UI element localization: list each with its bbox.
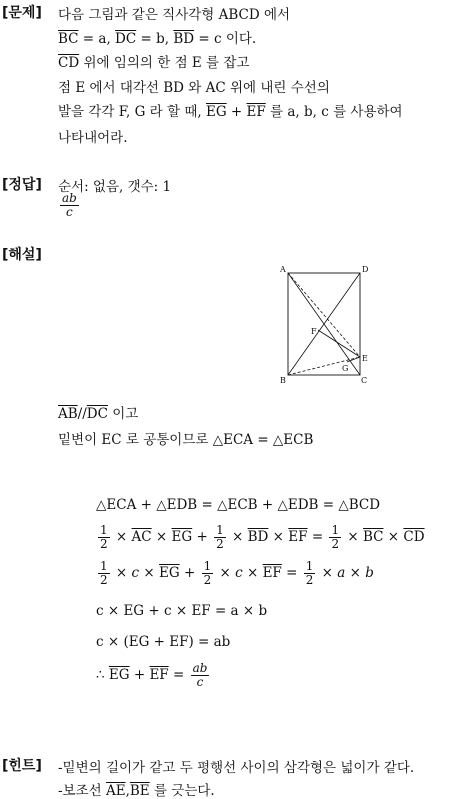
math-line-4: c × EG + c × EF = a × b — [96, 603, 268, 619]
hint-line-1: -밑변의 길이가 같고 두 평행선 사이의 삼각형은 넓이가 같다. — [58, 760, 415, 776]
ef-segment: $\overline{EF}$ — [246, 104, 266, 120]
bc-segment-2: $\overline{BC}$ — [362, 529, 384, 545]
problem-label: [문제] — [2, 5, 42, 21]
problem-line-5-pre: 발을 각각 F, G 라 할 때, — [58, 104, 206, 120]
problem-line-4: 점 E 에서 대각선 BD 와 AC 위에 내린 수선의 — [58, 80, 330, 96]
vertex-c: C — [361, 376, 368, 385]
half-den: 2 — [331, 537, 340, 551]
eg-segment-2: $\overline{EG}$ — [171, 529, 193, 545]
half-den: 2 — [100, 537, 108, 551]
explanation-line-1 — [58, 402, 138, 422]
cd-segment-2: $\overline{CD}$ — [403, 529, 425, 545]
dc-segment-2: $\overline{DC}$ — [86, 406, 108, 422]
eq-b: = b, — [136, 31, 174, 47]
plus-sign: + — [226, 104, 247, 120]
equals: = — [307, 529, 328, 545]
rectangle-figure — [278, 264, 374, 386]
hint-line-2-pre: -보조선 — [58, 783, 106, 799]
math-line-6 — [96, 662, 211, 689]
answer-meta: 순서: 없음, 갯수: 1 — [58, 179, 172, 195]
ef-segment-4: $\overline{EF}$ — [149, 667, 169, 683]
times: × — [383, 529, 404, 545]
explanation-label: [해설] — [2, 247, 42, 263]
ef-segment-2: $\overline{EF}$ — [288, 529, 308, 545]
times: × — [345, 565, 366, 581]
equals: = — [168, 667, 189, 683]
answer-label: [정답] — [2, 177, 42, 193]
var-a: a — [337, 565, 346, 581]
problem-line-3 — [58, 51, 249, 71]
answer-denominator: c — [66, 205, 73, 219]
half-den: 2 — [100, 573, 108, 587]
half-den: 2 — [203, 573, 212, 587]
cd-segment: $\overline{CD}$ — [58, 55, 80, 71]
times: × — [215, 565, 236, 581]
math-line-5: c × (EG + EF) = ab — [96, 634, 231, 650]
times: × — [111, 565, 132, 581]
eq-c: = c 이다. — [194, 31, 257, 47]
comma: , — [125, 783, 130, 799]
times: × — [111, 529, 132, 545]
ef-segment-3: $\overline{EF}$ — [262, 565, 282, 581]
half-den: 2 — [305, 573, 314, 587]
half-den: 2 — [216, 537, 224, 551]
ac-segment: $\overline{AC}$ — [131, 529, 152, 545]
half-num: 1 — [216, 523, 224, 537]
dc-segment: $\overline{DC}$ — [115, 31, 137, 47]
point-f: F — [311, 327, 317, 336]
ab-segment: $\overline{AB}$ — [58, 406, 78, 422]
final-denominator: c — [196, 675, 204, 689]
problem-line-3-rest: 위에 임의의 한 점 E 를 잡고 — [79, 55, 250, 71]
times: × — [317, 565, 338, 581]
plus: + — [179, 565, 200, 581]
times: × — [227, 529, 248, 545]
point-e: E — [362, 354, 368, 363]
explanation-line-2: 밑변이 EC 로 공통이므로 △ECA = △ECB — [58, 432, 314, 448]
math-line-3 — [96, 560, 374, 587]
eq-a: = a, — [78, 31, 116, 47]
math-line-2 — [96, 524, 425, 551]
half-num: 1 — [100, 559, 108, 573]
half-num: 1 — [203, 559, 212, 573]
problem-line-2 — [58, 27, 256, 47]
half-num: 1 — [305, 559, 314, 573]
ae-segment: $\overline{AE}$ — [105, 783, 126, 799]
math-line-1: △ECA + △EDB = △ECB + △EDB = △BCD — [96, 497, 381, 513]
bd-segment-2: $\overline{BD}$ — [247, 529, 269, 545]
answer-numerator: ab — [62, 191, 77, 205]
answer-fraction — [58, 192, 81, 219]
hint-line-2 — [58, 779, 215, 799]
be-segment: $\overline{BE}$ — [129, 783, 150, 799]
half-num: 1 — [100, 523, 108, 537]
eg-segment-4: $\overline{EG}$ — [108, 667, 130, 683]
bc-segment: $\overline{BC}$ — [58, 31, 79, 47]
var-c: c — [131, 565, 140, 581]
parallel-sign: // — [77, 406, 87, 422]
problem-line-6: 나타내어라. — [58, 130, 128, 146]
times: × — [139, 565, 160, 581]
times: × — [242, 565, 263, 581]
eg-segment: $\overline{EG}$ — [205, 104, 227, 120]
hint-line-2-rest: 를 긋는다. — [149, 783, 215, 799]
problem-line-1: 다음 그림과 같은 직사각형 ABCD 에서 — [58, 7, 291, 23]
vertex-a: A — [280, 265, 286, 274]
bd-segment: $\overline{BD}$ — [173, 31, 195, 47]
plus: + — [192, 529, 213, 545]
times: × — [151, 529, 172, 545]
var-c: c — [235, 565, 243, 581]
eg-segment-3: $\overline{EG}$ — [159, 565, 180, 581]
plus: + — [129, 667, 150, 683]
problem-line-5-rest: 를 a, b, c 를 사용하여 — [265, 104, 403, 120]
vertex-b: B — [280, 376, 286, 385]
point-g: G — [342, 364, 349, 373]
explanation-line-1-rest: 이고 — [107, 406, 139, 422]
final-numerator: ab — [192, 661, 208, 675]
equals: = — [281, 565, 302, 581]
times: × — [343, 529, 363, 545]
var-b: b — [365, 565, 374, 581]
hint-label: [힌트] — [2, 758, 42, 774]
problem-line-5 — [58, 100, 403, 120]
half-num: 1 — [331, 523, 340, 537]
vertex-d: D — [362, 265, 369, 274]
therefore: ∴ — [96, 667, 109, 683]
times: × — [268, 529, 289, 545]
